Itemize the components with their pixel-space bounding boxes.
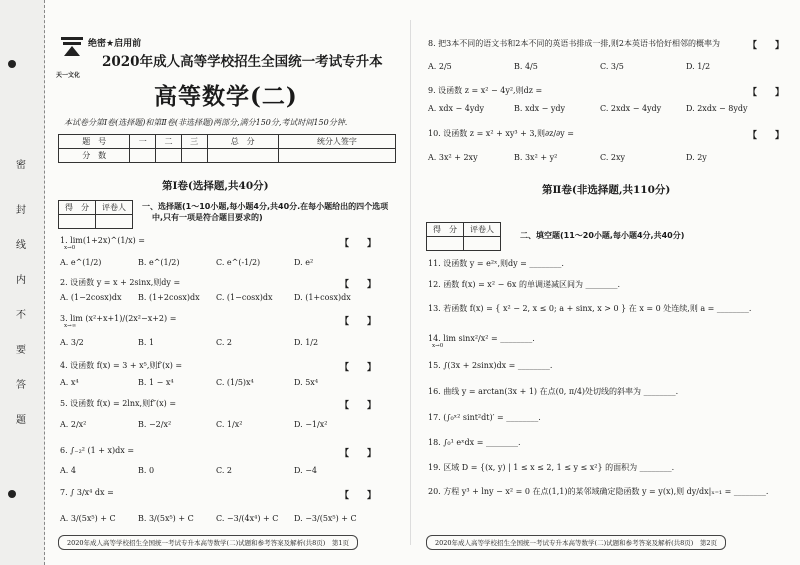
question-9-stem: 9. 设函数 z = x² − 4y²,则dz = [428, 86, 543, 95]
exam-title: 2020年成人高等学校招生全国统一考试专升本 [102, 54, 383, 70]
answer-bracket: 【 】 [340, 401, 377, 411]
grader-box [58, 200, 133, 229]
left-page [50, 0, 405, 565]
option: D. (1+cosx)dx [294, 293, 351, 302]
question-10-stem: 10. 设函数 z = x² + xy³ + 3,则∂z/∂y = [428, 129, 574, 138]
table-cell: 二 [156, 135, 182, 149]
option: D. e² [294, 258, 314, 267]
question-1-sub: x→0 [64, 245, 76, 251]
secret-label: 绝密★启用前 [88, 39, 142, 49]
option: A. 3/2 [60, 338, 84, 347]
answer-bracket: 【 】 [340, 317, 377, 327]
grader-cell [96, 215, 133, 229]
grader-label: 评卷人 [96, 201, 133, 215]
option: A. 4 [60, 466, 76, 475]
binding-char: 答 [16, 380, 26, 391]
binding-char: 要 [16, 345, 26, 356]
fill-question-18: 18. ∫₀¹ eˣdx = ________. [428, 438, 521, 447]
right-page [418, 0, 790, 565]
section1-instructions [142, 201, 388, 223]
question-4-options [60, 378, 372, 387]
option: B. 3x² + y² [514, 153, 558, 162]
option: B. xdx − ydy [514, 104, 566, 113]
fill-question-17: 17. (∫₀ˣ² sint²dt)′ = ________. [428, 413, 541, 422]
option: C. −3/(4x⁴) + C [216, 514, 279, 523]
fill-question-19: 19. 区域 D = {(x, y) | 1 ≤ x ≤ 2, 1 ≤ y ≤ x²} 的面积为 ________. [428, 463, 675, 472]
option: D. −3/(5x⁵) + C [294, 514, 357, 523]
option: C. 2 [216, 338, 233, 347]
option: A. (1−2cosx)dx [60, 293, 122, 302]
exam-instructions: 本试卷分第Ⅰ卷(选择题)和第Ⅱ卷(非选择题)两部分,满分150分,考试时间150分钟. [64, 118, 348, 127]
option: C. (1−cosx)dx [216, 293, 273, 302]
question-1-options [60, 258, 372, 267]
score-table [58, 134, 396, 163]
binding-char: 内 [16, 275, 26, 286]
answer-bracket: 【 】 [340, 363, 377, 373]
option: C. 2 [216, 466, 233, 475]
question-3-stem: 3. lim (x²+x+1)/(2x²−x+2) = [60, 314, 177, 323]
option: C. 2xy [600, 153, 626, 162]
punch-hole-icon [8, 60, 16, 68]
option: B. 3/(5x⁵) + C [138, 514, 194, 523]
option: A. 2/5 [428, 62, 452, 71]
binding-char: 不 [16, 310, 26, 321]
question-7-options [60, 514, 372, 523]
fill-question-12: 12. 函数 f(x) = x² − 6x 的单调递减区间为 ________. [428, 280, 621, 289]
answer-bracket: 【 】 [748, 131, 785, 141]
question-4-stem: 4. 设函数 f(x) = 3 + x⁵,则f′(x) = [60, 361, 183, 370]
question-8-options [428, 62, 772, 71]
option: B. 0 [138, 466, 155, 475]
question-2-stem: 2. 设函数 y = x + 2sinx,则dy = [60, 278, 181, 287]
answer-bracket: 【 】 [340, 239, 377, 249]
table-row [59, 149, 396, 163]
question-1-stem: 1. lim(1+2x)^(1/x) = [60, 236, 146, 245]
question-10-options [428, 153, 772, 162]
binding-char: 题 [16, 415, 26, 426]
option: A. 3x² + 2xy [428, 153, 478, 162]
option: B. 4/5 [514, 62, 538, 71]
fill-question-16: 16. 曲线 y = arctan(3x + 1) 在点(0, π/4)处切线的斜率为 ________. [428, 387, 679, 396]
option: B. 1 − x⁴ [138, 378, 174, 387]
section1-line: 一、选择题(1～10小题,每小题4分,共40分.在每小题给出的四个选项 [142, 202, 389, 211]
option: C. (1/5)x⁴ [216, 378, 254, 387]
question-6-options [60, 466, 372, 475]
option: B. 1 [138, 338, 155, 347]
option: C. 2xdx − 4ydy [600, 104, 662, 113]
option: D. 2y [686, 153, 707, 162]
answer-bracket: 【 】 [748, 41, 785, 51]
logo-text: 天一文化 [56, 72, 81, 79]
binding-strip [0, 0, 45, 565]
volume1-title: 第Ⅰ卷(选择题,共40分) [162, 180, 269, 192]
option: A. 3/(5x⁵) + C [60, 514, 116, 523]
option: C. e^(-1/2) [216, 258, 261, 267]
question-3-options [60, 338, 372, 347]
grader-label: 得 分 [427, 223, 464, 237]
option: A. e^(1/2) [60, 258, 102, 267]
option: C. 3/5 [600, 62, 624, 71]
table-cell [278, 149, 395, 163]
option: C. 1/x² [216, 420, 243, 429]
answer-bracket: 【 】 [340, 491, 377, 501]
table-cell: 一 [130, 135, 156, 149]
fill-question-11: 11. 设函数 y = e²ˣ,则dy = ________. [428, 259, 564, 268]
table-cell [156, 149, 182, 163]
binding-char: 封 [16, 205, 26, 216]
option: D. −1/x² [294, 420, 328, 429]
fill-question-15: 15. ∫(3x + 2sinx)dx = ________. [428, 361, 553, 370]
table-cell: 题 号 [59, 135, 130, 149]
option: B. −2/x² [138, 420, 172, 429]
option: D. 1/2 [686, 62, 711, 71]
table-cell [130, 149, 156, 163]
table-cell: 统分人签字 [278, 135, 395, 149]
table-cell: 分 数 [59, 149, 130, 163]
grader-label: 评卷人 [464, 223, 501, 237]
option: B. (1+2cosx)dx [138, 293, 200, 302]
page-divider [410, 20, 411, 545]
fill-question-14-sub: x→0 [432, 343, 444, 349]
option: D. 2xdx − 8ydy [686, 104, 748, 113]
grader-label: 得 分 [59, 201, 96, 215]
answer-bracket: 【 】 [340, 280, 377, 290]
punch-hole-icon [8, 490, 16, 498]
table-cell [207, 149, 278, 163]
answer-bracket: 【 】 [748, 88, 785, 98]
grader-cell [427, 237, 464, 251]
grader-cell [59, 215, 96, 229]
grader-cell [464, 237, 501, 251]
question-7-stem: 7. ∫ 3/x⁴ dx = [60, 488, 114, 497]
option: A. x⁴ [60, 378, 79, 387]
option: D. −4 [294, 466, 318, 475]
option: D. 5x⁴ [294, 378, 319, 387]
table-row [59, 135, 396, 149]
grader-box [426, 222, 501, 251]
fill-question-20: 20. 方程 y³ + lny − x² = 0 在点(1,1)的某邻域确定隐函数 y = y(x),则 dy/dx|ₓ₌₁ = ________. [428, 487, 769, 496]
fill-question-13: 13. 若函数 f(x) = { x² − 2, x ≤ 0; a + sinx, x > 0 } 在 x = 0 处连续,则 a = ________. [428, 304, 752, 313]
option: D. 1/2 [294, 338, 319, 347]
section2-instructions: 二、填空题(11～20小题,每小题4分,共40分) [520, 231, 685, 240]
option: A. xdx − 4ydy [428, 104, 485, 113]
answer-bracket: 【 】 [340, 449, 377, 459]
question-5-options [60, 420, 372, 429]
table-cell: 三 [181, 135, 207, 149]
option: B. e^(1/2) [138, 258, 180, 267]
question-8-stem: 8. 把3本不同的语文书和2本不同的英语书排成一排,则2本英语书恰好相邻的概率为 [428, 39, 720, 48]
binding-char: 密 [16, 160, 26, 171]
fill-question-14: 14. lim sinx²/x² = ________. [428, 334, 535, 343]
volume2-title: 第Ⅱ卷(非选择题,共110分) [542, 184, 671, 196]
table-cell: 总 分 [207, 135, 278, 149]
table-cell [181, 149, 207, 163]
option: A. 2/x² [60, 420, 87, 429]
section1-line: 中,只有一项是符合题目要求的) [152, 213, 263, 222]
publisher-logo-icon [58, 34, 86, 68]
question-6-stem: 6. ∫₋₂² (1 + x)dx = [60, 446, 135, 455]
question-5-stem: 5. 设函数 f(x) = 2lnx,则f″(x) = [60, 399, 177, 408]
subject-title: 高等数学(二) [154, 83, 298, 110]
binding-char: 线 [16, 240, 26, 251]
question-2-options [60, 293, 372, 302]
left-page-footer: 2020年成人高等学校招生全国统一考试专升本高等数学(二)试题和参考答案及解析(共8页) 第1页 [58, 535, 358, 550]
question-3-sub: x→∞ [64, 323, 77, 329]
question-9-options [428, 104, 772, 113]
right-page-footer: 2020年成人高等学校招生全国统一考试专升本高等数学(二)试题和参考答案及解析(共8页) 第2页 [426, 535, 726, 550]
